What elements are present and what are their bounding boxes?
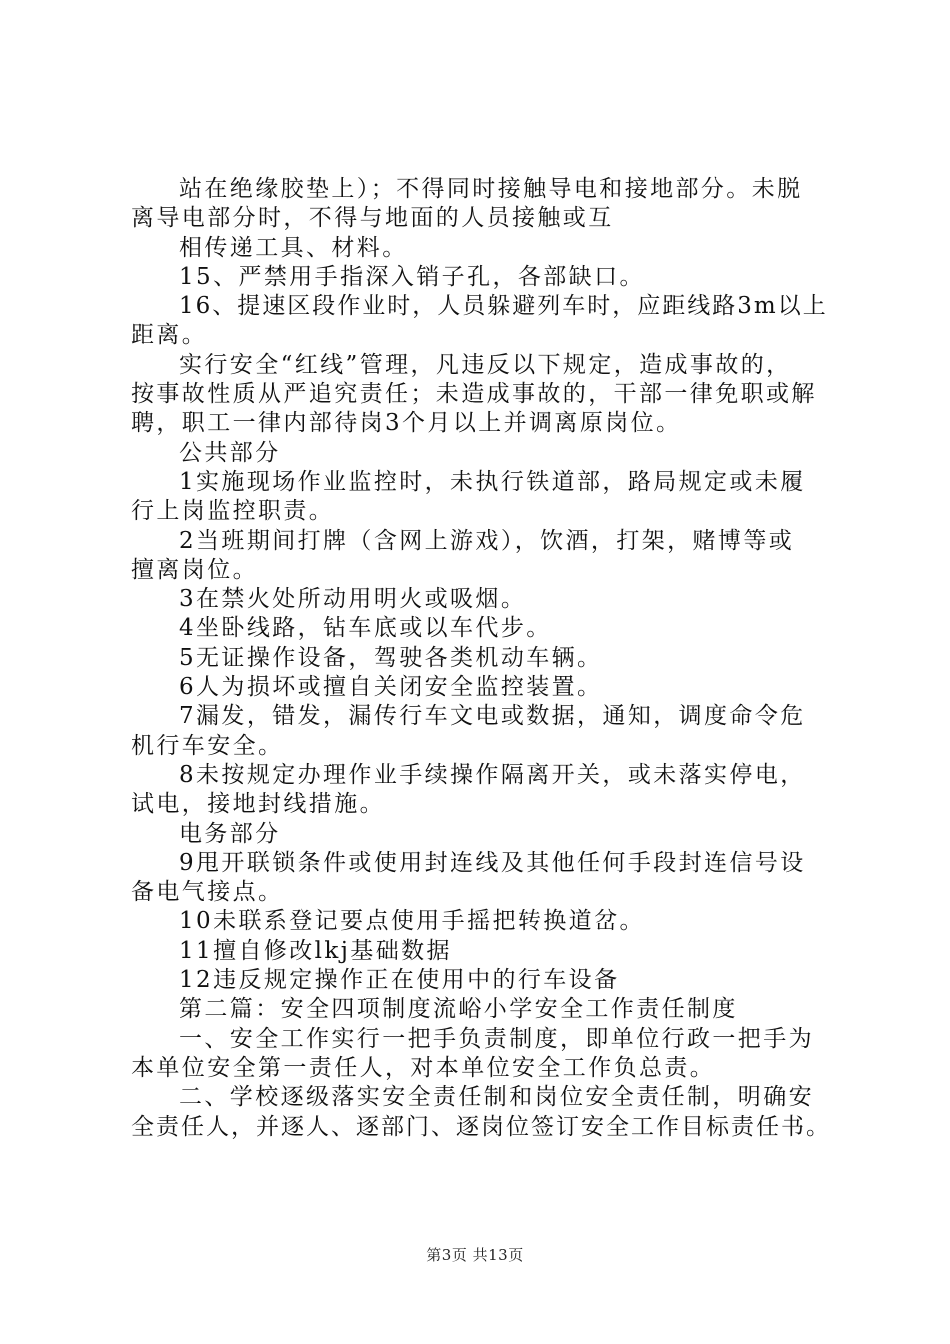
text-line: 实行安全“红线”管理，凡违反以下规定，造成事故的， [179, 351, 792, 378]
text-line: 2当班期间打牌（含网上游戏），饮酒，打架，赌博等或 [179, 527, 795, 554]
document-body [131, 175, 835, 1142]
text-line: 二、学校逐级落实安全责任制和岗位安全责任制，明确安 [179, 1084, 814, 1111]
text-line: 站在绝缘胶垫上）；不得同时接触导电和接地部分。未脱 [179, 176, 803, 202]
text-line: 第二篇：安全四项制度流峪小学安全工作责任制度 [179, 996, 738, 1023]
text-line: 5无证操作设备，驾驶各类机动车辆。 [179, 644, 603, 671]
text-line: 一、安全工作实行一把手负责制度，即单位行政一把手为 [179, 1025, 814, 1052]
text-line: 擅离岗位。 [131, 556, 258, 583]
text-line: 机行车安全。 [131, 732, 284, 759]
text-line: 聘，职工一律内部待岗3个月以上并调离原岗位。 [131, 410, 682, 437]
text-line: 本单位安全第一责任人，对本单位安全工作负总责。 [131, 1054, 716, 1081]
text-line: 7漏发，错发，漏传行车文电或数据，通知，调度命令危 [179, 703, 806, 730]
text-line: 行上岗监控职责。 [131, 498, 335, 525]
text-line: 按事故性质从严追究责任；未造成事故的，干部一律免职或解 [131, 381, 817, 408]
text-line: 1实施现场作业监控时，未执行铁道部，路局规定或未履 [179, 468, 806, 495]
text-line: 3在禁火处所动用明火或吸烟。 [179, 586, 527, 613]
text-line: 离导电部分时，不得与地面的人员接触或互 [131, 205, 614, 232]
text-line: 15、严禁用手指深入销子孔，各部缺口。 [179, 263, 645, 290]
text-line: 9甩开联锁条件或使用封连线及其他任何手段封连信号设 [179, 849, 806, 876]
text-line: 距离。 [131, 322, 208, 349]
text-line: 备电气接点。 [131, 879, 284, 906]
text-line: 16、提速区段作业时，人员躲避列车时，应距线路3m以上 [179, 293, 828, 320]
text-line: 全责任人，并逐人、逐部门、逐岗位签订安全工作目标责任书。 [131, 1113, 831, 1140]
text-line: 6人为损坏或擅自关闭安全监控装置。 [179, 674, 603, 701]
text-line: 8未按规定办理作业手续操作隔离开关，或未落实停电， [179, 761, 806, 788]
text-line: 12违反规定操作正在使用中的行车设备 [179, 967, 620, 994]
text-line: 公共部分 [179, 439, 281, 466]
page-footer: 第3页 共13页 [426, 1246, 524, 1264]
text-line: 4坐卧线路，钻车底或以车代步。 [179, 615, 552, 642]
text-line: 相传递工具、材料。 [179, 234, 408, 261]
text-line: 试电，接地封线措施。 [131, 791, 385, 818]
text-line: 11擅自修改lkj基础数据 [179, 937, 452, 964]
text-line: 电务部分 [179, 820, 281, 847]
text-line: 10未联系登记要点使用手摇把转换道岔。 [179, 908, 645, 935]
